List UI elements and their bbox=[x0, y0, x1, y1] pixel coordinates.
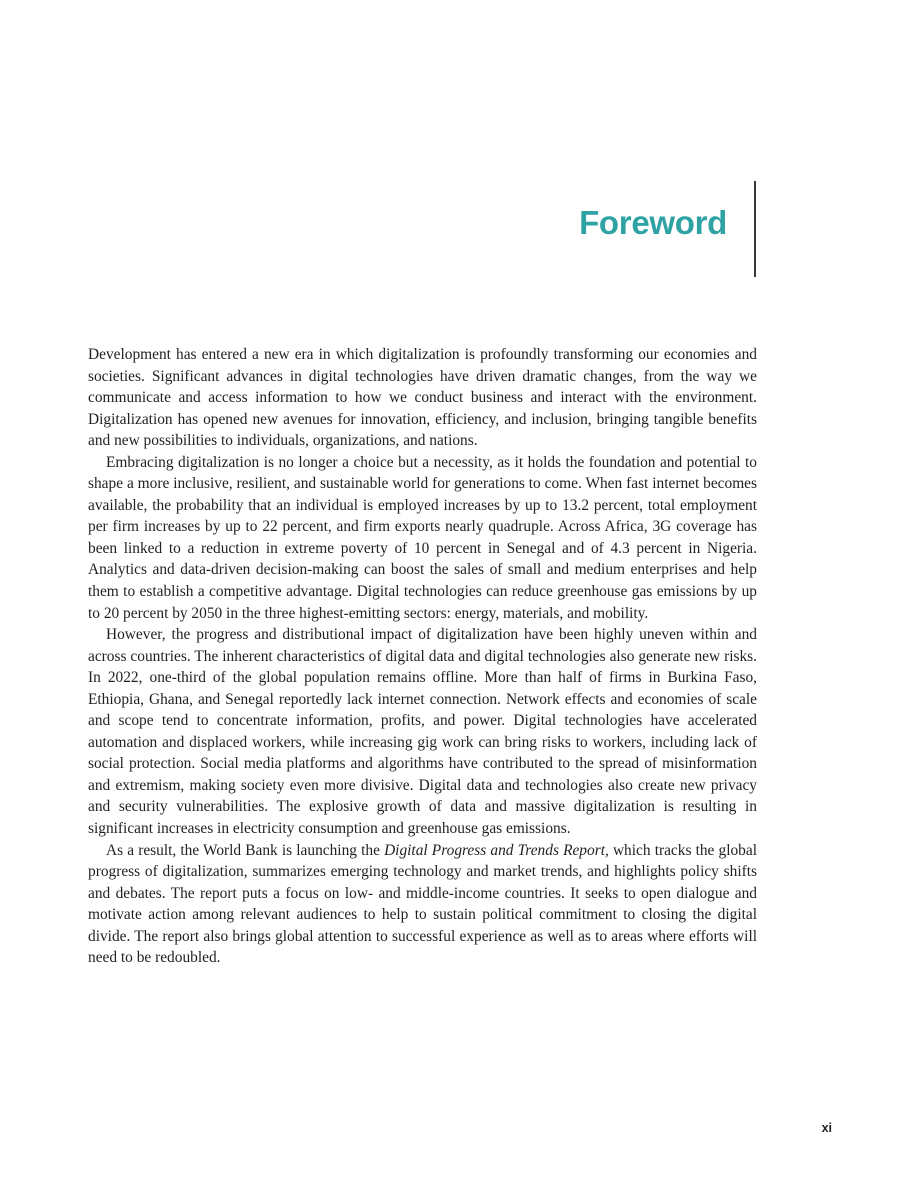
paragraph-1: Development has entered a new era in which digitalization is profoundly transforming our economies and societies. Significant advances in digital technologies have driven dramatic changes, from the way we communicate and access information to how we conduct business and interact with the environment. Digitalization has opened new avenues for innovation, efficiency, and inclusion, bringing tangible benefits and new possibilities to individuals, organizations, and nations. bbox=[88, 346, 757, 450]
paragraph-3: However, the progress and distributional impact of digitalization have been highly uneven within and across countries. The inherent characteristics of digital data and digital technologies also generate new risks. In 2022, one-third of the global population remains offline. More than half of firms in Burkina Faso, Ethiopia, Ghana, and Senegal reportedly lack internet connection. Network effects and economies of scale and scope tend to concentrate information, profits, and power. Digital technologies have accelerated automation and displaced workers, while increasing gig work can bring risks to workers, including lack of social protection. Social media platforms and algorithms have contributed to the spread of misinformation and extremism, making society even more divisive. Digital data and technologies also create new privacy and security vulnerabilities. The explosive growth of data and massive digitalization is resulting in significant increases in electricity consumption and greenhouse gas emissions. bbox=[88, 626, 757, 838]
paragraph-2: Embracing digitalization is no longer a choice but a necessity, as it holds the foundation and potential to shape a more inclusive, resilient, and sustainable world for generations to come. When fast internet becomes available, the probability that an individual is employed increases by up to 13.2 percent, total employment per firm increases by up to 22 percent, and firm exports nearly quadruple. Across Africa, 3G coverage has been linked to a reduction in extreme poverty of 10 percent in Senegal and of 4.3 percent in Nigeria. Analytics and data-driven decision-making can boost the sales of small and medium enterprises and help them to establish a competitive advantage. Digital technologies can reduce greenhouse gas emissions by up to 20 percent by 2050 in the three highest-emitting sectors: energy, materials, and mobility. bbox=[88, 453, 757, 622]
paragraph-4-rest: which tracks the global progress of digitalization, summarizes emerging technology and market trends, and highlights policy shifts and debates. The report puts a focus on low- and middle-income countries. It seeks to open dialogue and motivate action among relevant audiences to help to sustain political commitment to closing the digital divide. The report also brings global attention to successful experience as well as to areas where efforts will need to be redoubled. bbox=[88, 841, 757, 967]
foreword-body bbox=[88, 344, 757, 969]
paragraph-4 bbox=[88, 840, 757, 969]
page-number: xi bbox=[821, 1121, 832, 1135]
page-title: Foreword bbox=[579, 204, 727, 241]
paragraph-4-lead: As a result, the World Bank is launching the bbox=[106, 841, 385, 859]
title-vertical-rule bbox=[754, 181, 756, 277]
report-title-italic: Digital Progress and Trends Report, bbox=[384, 841, 609, 859]
